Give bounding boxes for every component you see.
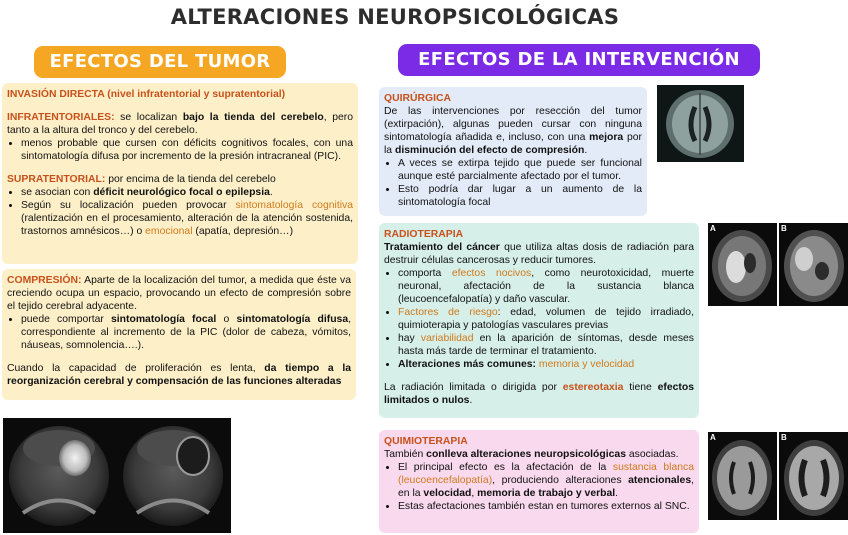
compression-box — [2, 269, 356, 400]
invasion-heading: INVASIÓN DIRECTA (nivel infratentorial y supratentorial) — [7, 89, 286, 100]
mri-chemotherapy-image — [708, 432, 848, 520]
radiotherapy-conclusion: La radiación limitada o dirigida por estereotaxia tiene efectos limitados o nulos. — [384, 382, 694, 406]
chemotherapy-heading: QUIMIOTERAPIA — [384, 436, 468, 447]
radiotherapy-paragraph: Tratamiento del cáncer que utiliza altas dosis de radiación para destruir células cancerosas y reducir tumores. — [384, 242, 695, 266]
mri-tumor-image — [3, 418, 231, 533]
chemotherapy-paragraph: También conlleva alteraciones neuropsicológicas asociadas. — [384, 449, 679, 460]
surgery-bullet: • A veces se extirpa tejido que puede ser funcional aunque esté parcialmente afectado por el tumor. — [398, 157, 642, 183]
surgery-box — [379, 87, 647, 216]
chemotherapy-bullet: • Estas afectaciones también estan en tumores externos al SNC. — [398, 500, 694, 513]
radiotherapy-bullet: • hay variabilidad en la aparición de síntomas, desde meses hasta más tarde de terminar el tratamiento. — [398, 332, 694, 358]
supratentorial-bullet: • se asocian con déficit neurológico focal o epilepsia. — [21, 186, 353, 199]
image-label-b: B — [781, 433, 787, 442]
radiotherapy-box — [379, 223, 699, 418]
mri-surgery-drawing — [657, 85, 744, 162]
mri-surgery-image — [657, 85, 744, 162]
mri-chemotherapy-drawing — [708, 432, 848, 520]
image-label-a: A — [710, 224, 716, 233]
compression-bullet: • puede comportar sintomatología focal o sintomatología difusa, correspondiente al incremento de la PIC (dolor de cabeza, vómitos, náuseas, somnolencia….). — [21, 313, 351, 352]
chemotherapy-box — [379, 430, 699, 533]
supratentorial-paragraph: SUPRATENTORIAL: por encima de la tienda del cerebelo — [7, 174, 276, 185]
image-label-a: A — [710, 433, 716, 442]
surgery-bullet: • Esto podría dar lugar a un aumento de la sintomatología focal — [398, 183, 642, 209]
page-title: ALTERACIONES NEUROPSICOLÓGICAS — [170, 5, 620, 29]
supratentorial-bullet: • Según su localización pueden provocar sintomatología cognitiva (ralentización en el procesamiento, alteración de la atención sostenida, trastornos amnésicos…) o emocional (apatía, depresión…) — [21, 199, 353, 238]
chemotherapy-bullet: • El principal efecto es la afectación de la sustancia blanca (leucoencefalopatía), produciendo alteraciones atencionales, en la velocidad, memoria de trabajo y verbal. — [398, 461, 694, 500]
radiotherapy-bullet: • Alteraciones más comunes: memoria y velocidad — [398, 358, 694, 371]
image-label-b: B — [781, 224, 787, 233]
compression-conclusion: Cuando la capacidad de proliferación es lenta, da tiempo a la reorganización cerebral y compensación de las funciones alteradas — [7, 363, 351, 387]
mri-tumor-drawing — [3, 418, 231, 533]
surgery-paragraph: De las intervenciones por resección del tumor (extirpación), algunas pueden cursar con ninguna sintomatología añadida e, incluso, con una mejora por la disminución del efecto de compresión. — [384, 106, 643, 156]
compression-paragraph: COMPRESIÓN: Aparte de la localización del tumor, a medida que éste va creciendo ocupa un espacio, provocando un efecto de compresión sobre el tejido cerebral adyacente. — [7, 275, 351, 312]
mri-radiotherapy-image — [708, 223, 848, 306]
radiotherapy-bullet: • Factores de riesgo: edad, volumen de tejido irradiado, quimioterapia y patologías vasculares previas — [398, 306, 694, 332]
tumor-effects-header: EFECTOS DEL TUMOR — [34, 46, 286, 78]
intervention-effects-header: EFECTOS DE LA INTERVENCIÓN — [398, 44, 760, 76]
invasion-box — [2, 83, 358, 264]
surgery-heading: QUIRÚRGICA — [384, 93, 451, 104]
radiotherapy-bullet: • comporta efectos nocivos, como neurotoxicidad, muerte neuronal, afectación de la sustancia blanca (leucoencefalopatía) y daño vascular. — [398, 267, 694, 306]
infratentorial-bullet: • menos probable que cursen con déficits cognitivos focales, con una sintomatología difusa por incremento de la presión intracraneal (PIC). — [21, 137, 353, 163]
radiotherapy-heading: RADIOTERAPIA — [384, 229, 464, 240]
infratentorial-paragraph: INFRATENTORIALES: se localizan bajo la tienda del cerebelo, pero tanto a la altura del tronco y del cerebelo. — [7, 112, 353, 136]
mri-radiotherapy-drawing — [708, 223, 848, 306]
